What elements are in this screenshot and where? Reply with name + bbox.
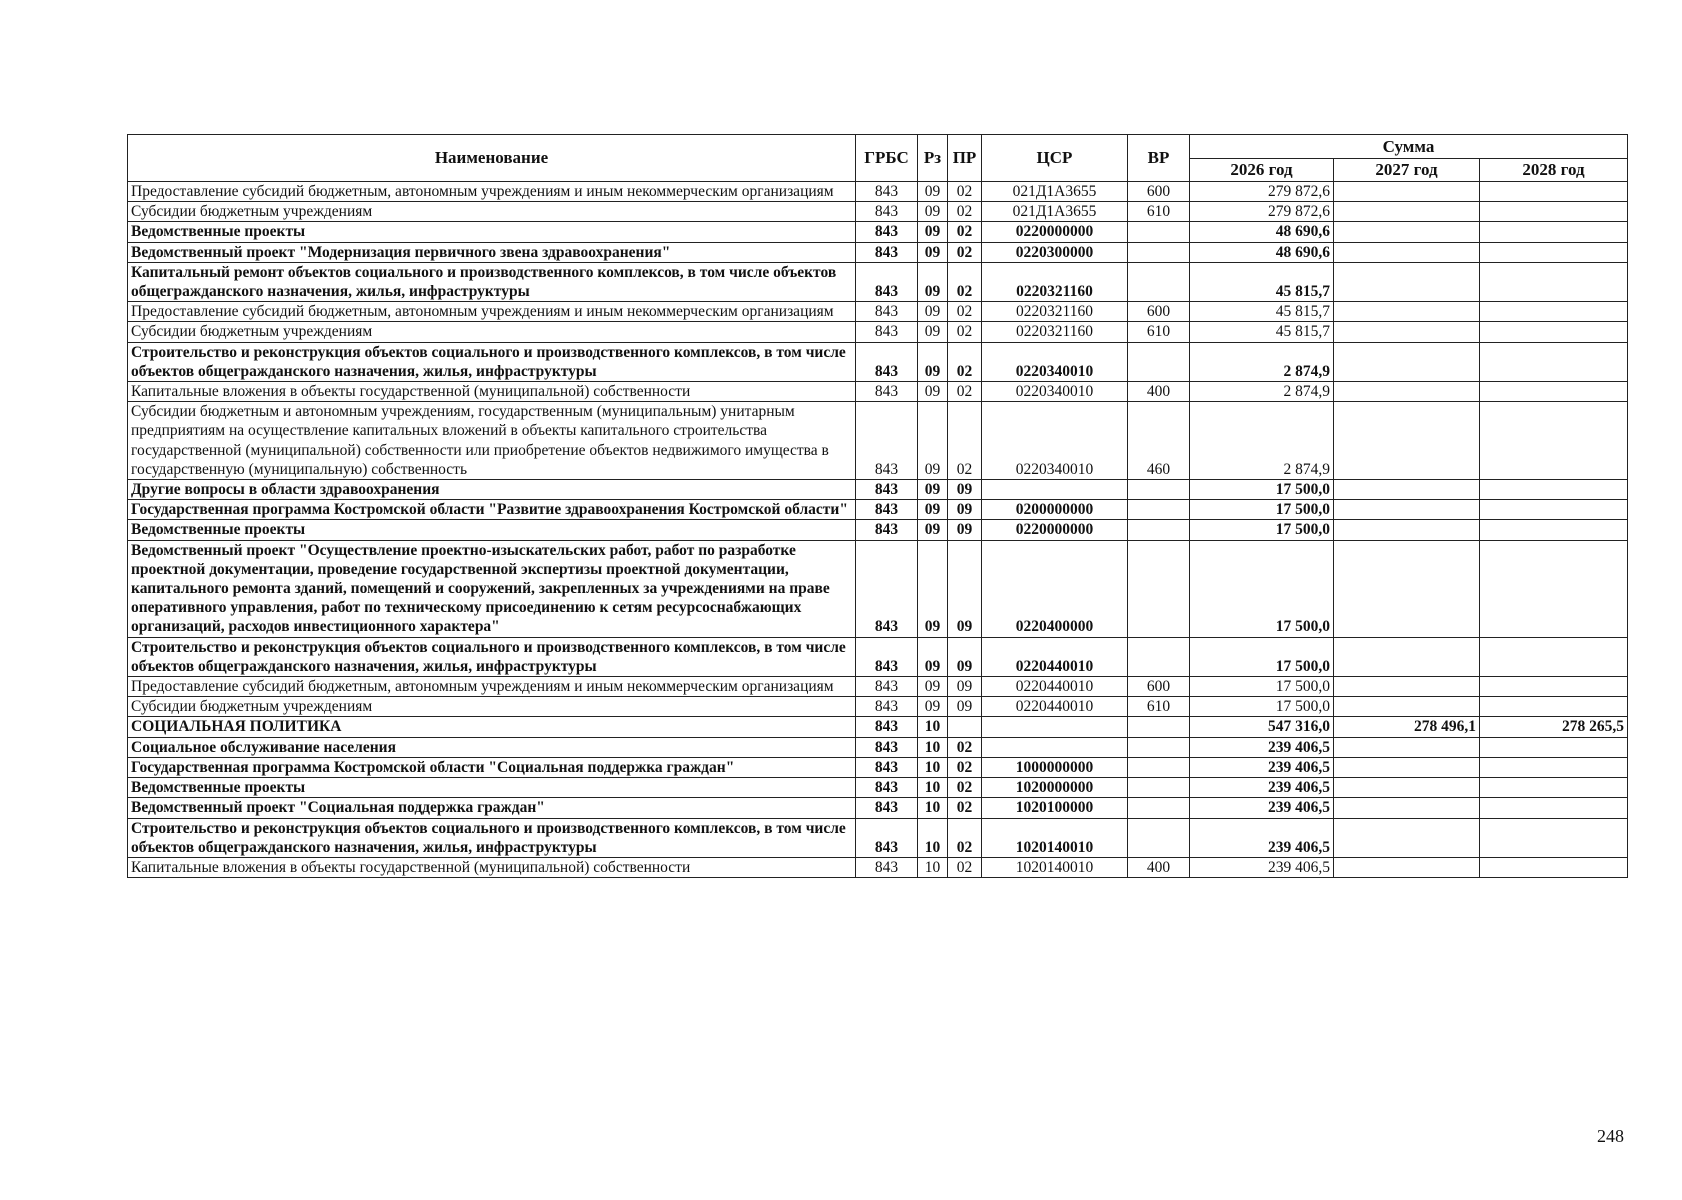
cell-rz: 10 — [918, 757, 948, 777]
cell-pr: 09 — [948, 677, 982, 697]
cell-name: Капитальные вложения в объекты государственной (муниципальной) собственности — [128, 382, 856, 402]
cell-rz: 10 — [918, 717, 948, 737]
table-header — [128, 135, 1628, 182]
table-row — [128, 857, 1628, 877]
cell-rz: 09 — [918, 637, 948, 676]
cell-2028 — [1480, 500, 1628, 520]
cell-grbs: 843 — [856, 302, 918, 322]
cell-vr: 600 — [1128, 182, 1190, 202]
cell-csr: 0220000000 — [982, 222, 1128, 242]
cell-grbs: 843 — [856, 262, 918, 301]
cell-name: Ведомственный проект "Осуществление проектно-изыскательских работ, работ по разработке проектной документации, проведение государственной экспертизы проектной документации, капитального ремонта зданий, помещений и сооружений, закрепленных за учреждениями на праве оперативного управления, работ по техническому присоединению к сетям ресурсоснабжающих организаций, расходов инвестиционного характера" — [128, 540, 856, 637]
cell-csr: 0220400000 — [982, 540, 1128, 637]
cell-2028 — [1480, 857, 1628, 877]
cell-2026: 239 406,5 — [1190, 818, 1334, 857]
cell-vr: 600 — [1128, 302, 1190, 322]
cell-vr — [1128, 480, 1190, 500]
cell-grbs: 843 — [856, 182, 918, 202]
cell-name: Строительство и реконструкция объектов социального и производственного комплексов, в том числе объектов общегражданского назначения, жилья, инфраструктуры — [128, 637, 856, 676]
cell-2027 — [1334, 402, 1480, 480]
cell-2026: 239 406,5 — [1190, 757, 1334, 777]
cell-pr: 02 — [948, 778, 982, 798]
cell-csr: 0220440010 — [982, 637, 1128, 676]
table-row — [128, 717, 1628, 737]
cell-name: Капитальный ремонт объектов социального и производственного комплексов, в том числе объектов общегражданского назначения, жилья, инфраструктуры — [128, 262, 856, 301]
cell-2028 — [1480, 480, 1628, 500]
cell-csr — [982, 717, 1128, 737]
cell-2027 — [1334, 382, 1480, 402]
cell-rz: 10 — [918, 778, 948, 798]
cell-csr: 1020140010 — [982, 857, 1128, 877]
cell-pr: 02 — [948, 222, 982, 242]
cell-2027 — [1334, 520, 1480, 540]
cell-vr: 400 — [1128, 382, 1190, 402]
cell-csr: 0220340010 — [982, 342, 1128, 381]
cell-name: Субсидии бюджетным учреждениям — [128, 697, 856, 717]
cell-rz: 09 — [918, 500, 948, 520]
cell-name: СОЦИАЛЬНАЯ ПОЛИТИКА — [128, 717, 856, 737]
header-csr: ЦСР — [982, 135, 1128, 182]
cell-2027 — [1334, 302, 1480, 322]
cell-vr — [1128, 717, 1190, 737]
cell-2028 — [1480, 677, 1628, 697]
cell-grbs: 843 — [856, 757, 918, 777]
cell-2026: 279 872,6 — [1190, 202, 1334, 222]
table-row — [128, 182, 1628, 202]
cell-grbs: 843 — [856, 322, 918, 342]
cell-name: Ведомственные проекты — [128, 520, 856, 540]
cell-pr: 02 — [948, 737, 982, 757]
cell-name: Капитальные вложения в объекты государственной (муниципальной) собственности — [128, 857, 856, 877]
cell-2026: 239 406,5 — [1190, 778, 1334, 798]
header-grbs: ГРБС — [856, 135, 918, 182]
table-row — [128, 677, 1628, 697]
cell-2026: 239 406,5 — [1190, 737, 1334, 757]
cell-csr: 021Д1А3655 — [982, 202, 1128, 222]
cell-csr: 0220340010 — [982, 402, 1128, 480]
cell-2027 — [1334, 480, 1480, 500]
cell-vr — [1128, 737, 1190, 757]
cell-csr — [982, 737, 1128, 757]
table-row — [128, 222, 1628, 242]
cell-2026: 48 690,6 — [1190, 242, 1334, 262]
cell-pr — [948, 717, 982, 737]
header-vr: ВР — [1128, 135, 1190, 182]
cell-2026: 17 500,0 — [1190, 540, 1334, 637]
cell-pr: 02 — [948, 757, 982, 777]
cell-rz: 10 — [918, 818, 948, 857]
header-year-2027: 2027 год — [1334, 159, 1480, 182]
cell-pr: 02 — [948, 242, 982, 262]
cell-vr: 600 — [1128, 677, 1190, 697]
cell-2027 — [1334, 500, 1480, 520]
cell-grbs: 843 — [856, 202, 918, 222]
cell-name: Предоставление субсидий бюджетным, автономным учреждениям и иным некоммерческим организациям — [128, 677, 856, 697]
table-row — [128, 242, 1628, 262]
table-row — [128, 798, 1628, 818]
cell-2028 — [1480, 697, 1628, 717]
cell-vr: 400 — [1128, 857, 1190, 877]
table-row — [128, 697, 1628, 717]
cell-rz: 09 — [918, 382, 948, 402]
cell-vr — [1128, 342, 1190, 381]
cell-name: Государственная программа Костромской области "Социальная поддержка граждан" — [128, 757, 856, 777]
cell-2027 — [1334, 322, 1480, 342]
cell-2026: 45 815,7 — [1190, 262, 1334, 301]
table-row — [128, 202, 1628, 222]
cell-2028 — [1480, 382, 1628, 402]
cell-2028 — [1480, 520, 1628, 540]
header-rz: Рз — [918, 135, 948, 182]
cell-2027 — [1334, 262, 1480, 301]
cell-csr: 0220440010 — [982, 677, 1128, 697]
cell-2027 — [1334, 697, 1480, 717]
cell-grbs: 843 — [856, 242, 918, 262]
cell-name: Субсидии бюджетным учреждениям — [128, 322, 856, 342]
cell-2028 — [1480, 798, 1628, 818]
cell-vr — [1128, 757, 1190, 777]
cell-2027 — [1334, 342, 1480, 381]
cell-name: Другие вопросы в области здравоохранения — [128, 480, 856, 500]
cell-2026: 2 874,9 — [1190, 382, 1334, 402]
cell-pr: 02 — [948, 302, 982, 322]
cell-vr: 610 — [1128, 202, 1190, 222]
table-row — [128, 342, 1628, 381]
table-row — [128, 382, 1628, 402]
cell-rz: 09 — [918, 262, 948, 301]
table-body — [128, 182, 1628, 878]
cell-name: Строительство и реконструкция объектов социального и производственного комплексов, в том числе объектов общегражданского назначения, жилья, инфраструктуры — [128, 342, 856, 381]
cell-2027 — [1334, 637, 1480, 676]
cell-2026: 48 690,6 — [1190, 222, 1334, 242]
cell-pr: 02 — [948, 818, 982, 857]
table-row — [128, 500, 1628, 520]
cell-grbs: 843 — [856, 697, 918, 717]
cell-rz: 09 — [918, 520, 948, 540]
cell-2026: 2 874,9 — [1190, 402, 1334, 480]
header-year-2028: 2028 год — [1480, 159, 1628, 182]
cell-2028: 278 265,5 — [1480, 717, 1628, 737]
cell-pr: 09 — [948, 500, 982, 520]
budget-table — [127, 134, 1628, 878]
cell-csr: 0220300000 — [982, 242, 1128, 262]
cell-2028 — [1480, 182, 1628, 202]
cell-2028 — [1480, 262, 1628, 301]
cell-2027 — [1334, 242, 1480, 262]
cell-csr: 0220340010 — [982, 382, 1128, 402]
cell-2028 — [1480, 540, 1628, 637]
table-row — [128, 737, 1628, 757]
cell-2028 — [1480, 222, 1628, 242]
cell-vr: 460 — [1128, 402, 1190, 480]
cell-rz: 10 — [918, 798, 948, 818]
cell-name: Строительство и реконструкция объектов социального и производственного комплексов, в том числе объектов общегражданского назначения, жилья, инфраструктуры — [128, 818, 856, 857]
cell-name: Предоставление субсидий бюджетным, автономным учреждениям и иным некоммерческим организациям — [128, 182, 856, 202]
cell-rz: 09 — [918, 540, 948, 637]
cell-pr: 02 — [948, 322, 982, 342]
cell-rz: 09 — [918, 242, 948, 262]
cell-grbs: 843 — [856, 342, 918, 381]
table-row — [128, 778, 1628, 798]
table-row — [128, 302, 1628, 322]
cell-pr: 02 — [948, 798, 982, 818]
cell-grbs: 843 — [856, 677, 918, 697]
cell-2026: 17 500,0 — [1190, 697, 1334, 717]
table-row — [128, 480, 1628, 500]
cell-csr: 0220000000 — [982, 520, 1128, 540]
cell-2026: 45 815,7 — [1190, 322, 1334, 342]
cell-name: Ведомственный проект "Модернизация первичного звена здравоохранения" — [128, 242, 856, 262]
cell-rz: 09 — [918, 480, 948, 500]
cell-pr: 09 — [948, 697, 982, 717]
cell-pr: 09 — [948, 480, 982, 500]
cell-2028 — [1480, 818, 1628, 857]
cell-csr: 1020100000 — [982, 798, 1128, 818]
cell-2028 — [1480, 302, 1628, 322]
cell-grbs: 843 — [856, 222, 918, 242]
cell-name: Субсидии бюджетным и автономным учреждениям, государственным (муниципальным) унитарным предприятиям на осуществление капитальных вложений в объекты капитального строительства государственной (муниципальной) собственности или приобретение объектов недвижимого имущества в государственную (муниципальную) собственность — [128, 402, 856, 480]
cell-csr — [982, 480, 1128, 500]
cell-pr: 02 — [948, 402, 982, 480]
table-row — [128, 540, 1628, 637]
cell-name: Ведомственный проект "Социальная поддержка граждан" — [128, 798, 856, 818]
cell-grbs: 843 — [856, 857, 918, 877]
cell-pr: 02 — [948, 342, 982, 381]
cell-csr: 1020000000 — [982, 778, 1128, 798]
cell-2027 — [1334, 202, 1480, 222]
cell-2028 — [1480, 402, 1628, 480]
cell-grbs: 843 — [856, 520, 918, 540]
cell-vr — [1128, 520, 1190, 540]
cell-2027 — [1334, 677, 1480, 697]
cell-rz: 09 — [918, 302, 948, 322]
cell-csr: 0220440010 — [982, 697, 1128, 717]
cell-grbs: 843 — [856, 480, 918, 500]
cell-2028 — [1480, 202, 1628, 222]
cell-pr: 02 — [948, 382, 982, 402]
table-row — [128, 402, 1628, 480]
cell-2026: 239 406,5 — [1190, 798, 1334, 818]
cell-2027: 278 496,1 — [1334, 717, 1480, 737]
table-row — [128, 818, 1628, 857]
cell-csr: 021Д1А3655 — [982, 182, 1128, 202]
cell-pr: 09 — [948, 637, 982, 676]
cell-2026: 17 500,0 — [1190, 637, 1334, 676]
cell-csr: 1020140010 — [982, 818, 1128, 857]
cell-rz: 09 — [918, 402, 948, 480]
cell-vr — [1128, 222, 1190, 242]
header-pr: ПР — [948, 135, 982, 182]
cell-grbs: 843 — [856, 540, 918, 637]
cell-rz: 09 — [918, 677, 948, 697]
cell-2028 — [1480, 737, 1628, 757]
cell-vr — [1128, 500, 1190, 520]
cell-2026: 17 500,0 — [1190, 677, 1334, 697]
cell-2027 — [1334, 182, 1480, 202]
cell-2028 — [1480, 778, 1628, 798]
header-sum: Сумма — [1190, 135, 1628, 159]
header-year-2026: 2026 год — [1190, 159, 1334, 182]
cell-grbs: 843 — [856, 798, 918, 818]
budget-sheet — [127, 134, 1627, 878]
cell-2026: 17 500,0 — [1190, 520, 1334, 540]
cell-rz: 09 — [918, 342, 948, 381]
cell-csr: 0220321160 — [982, 322, 1128, 342]
cell-name: Субсидии бюджетным учреждениям — [128, 202, 856, 222]
cell-name: Социальное обслуживание населения — [128, 737, 856, 757]
cell-vr — [1128, 262, 1190, 301]
cell-pr: 02 — [948, 202, 982, 222]
cell-2028 — [1480, 637, 1628, 676]
cell-2026: 2 874,9 — [1190, 342, 1334, 381]
header-name: Наименование — [128, 135, 856, 182]
cell-vr — [1128, 242, 1190, 262]
cell-2028 — [1480, 322, 1628, 342]
cell-2026: 17 500,0 — [1190, 480, 1334, 500]
cell-vr — [1128, 540, 1190, 637]
cell-2028 — [1480, 757, 1628, 777]
cell-2026: 279 872,6 — [1190, 182, 1334, 202]
cell-rz: 09 — [918, 202, 948, 222]
cell-vr — [1128, 798, 1190, 818]
table-row — [128, 757, 1628, 777]
cell-grbs: 843 — [856, 402, 918, 480]
cell-rz: 09 — [918, 182, 948, 202]
cell-2027 — [1334, 857, 1480, 877]
cell-grbs: 843 — [856, 778, 918, 798]
cell-pr: 02 — [948, 857, 982, 877]
cell-2027 — [1334, 222, 1480, 242]
cell-grbs: 843 — [856, 382, 918, 402]
cell-name: Предоставление субсидий бюджетным, автономным учреждениям и иным некоммерческим организациям — [128, 302, 856, 322]
cell-pr: 09 — [948, 540, 982, 637]
table-row — [128, 520, 1628, 540]
cell-2026: 547 316,0 — [1190, 717, 1334, 737]
cell-csr: 1000000000 — [982, 757, 1128, 777]
cell-2028 — [1480, 242, 1628, 262]
cell-csr: 0220321160 — [982, 262, 1128, 301]
cell-2026: 45 815,7 — [1190, 302, 1334, 322]
cell-vr: 610 — [1128, 697, 1190, 717]
cell-pr: 09 — [948, 520, 982, 540]
cell-2026: 239 406,5 — [1190, 857, 1334, 877]
cell-vr — [1128, 818, 1190, 857]
cell-csr: 0200000000 — [982, 500, 1128, 520]
cell-grbs: 843 — [856, 737, 918, 757]
cell-pr: 02 — [948, 262, 982, 301]
cell-2027 — [1334, 778, 1480, 798]
cell-pr: 02 — [948, 182, 982, 202]
cell-rz: 10 — [918, 737, 948, 757]
cell-rz: 09 — [918, 222, 948, 242]
cell-grbs: 843 — [856, 500, 918, 520]
table-row — [128, 637, 1628, 676]
cell-grbs: 843 — [856, 717, 918, 737]
page-number: 248 — [1597, 1126, 1624, 1146]
cell-2027 — [1334, 798, 1480, 818]
cell-2027 — [1334, 737, 1480, 757]
table-row — [128, 322, 1628, 342]
cell-vr — [1128, 637, 1190, 676]
cell-2028 — [1480, 342, 1628, 381]
cell-2027 — [1334, 540, 1480, 637]
cell-vr — [1128, 778, 1190, 798]
cell-name: Государственная программа Костромской области "Развитие здравоохранения Костромской области" — [128, 500, 856, 520]
cell-grbs: 843 — [856, 637, 918, 676]
table-row — [128, 262, 1628, 301]
cell-name: Ведомственные проекты — [128, 222, 856, 242]
cell-2027 — [1334, 757, 1480, 777]
cell-rz: 09 — [918, 322, 948, 342]
cell-grbs: 843 — [856, 818, 918, 857]
cell-2027 — [1334, 818, 1480, 857]
cell-csr: 0220321160 — [982, 302, 1128, 322]
cell-rz: 10 — [918, 857, 948, 877]
cell-rz: 09 — [918, 697, 948, 717]
cell-vr: 610 — [1128, 322, 1190, 342]
cell-2026: 17 500,0 — [1190, 500, 1334, 520]
cell-name: Ведомственные проекты — [128, 778, 856, 798]
